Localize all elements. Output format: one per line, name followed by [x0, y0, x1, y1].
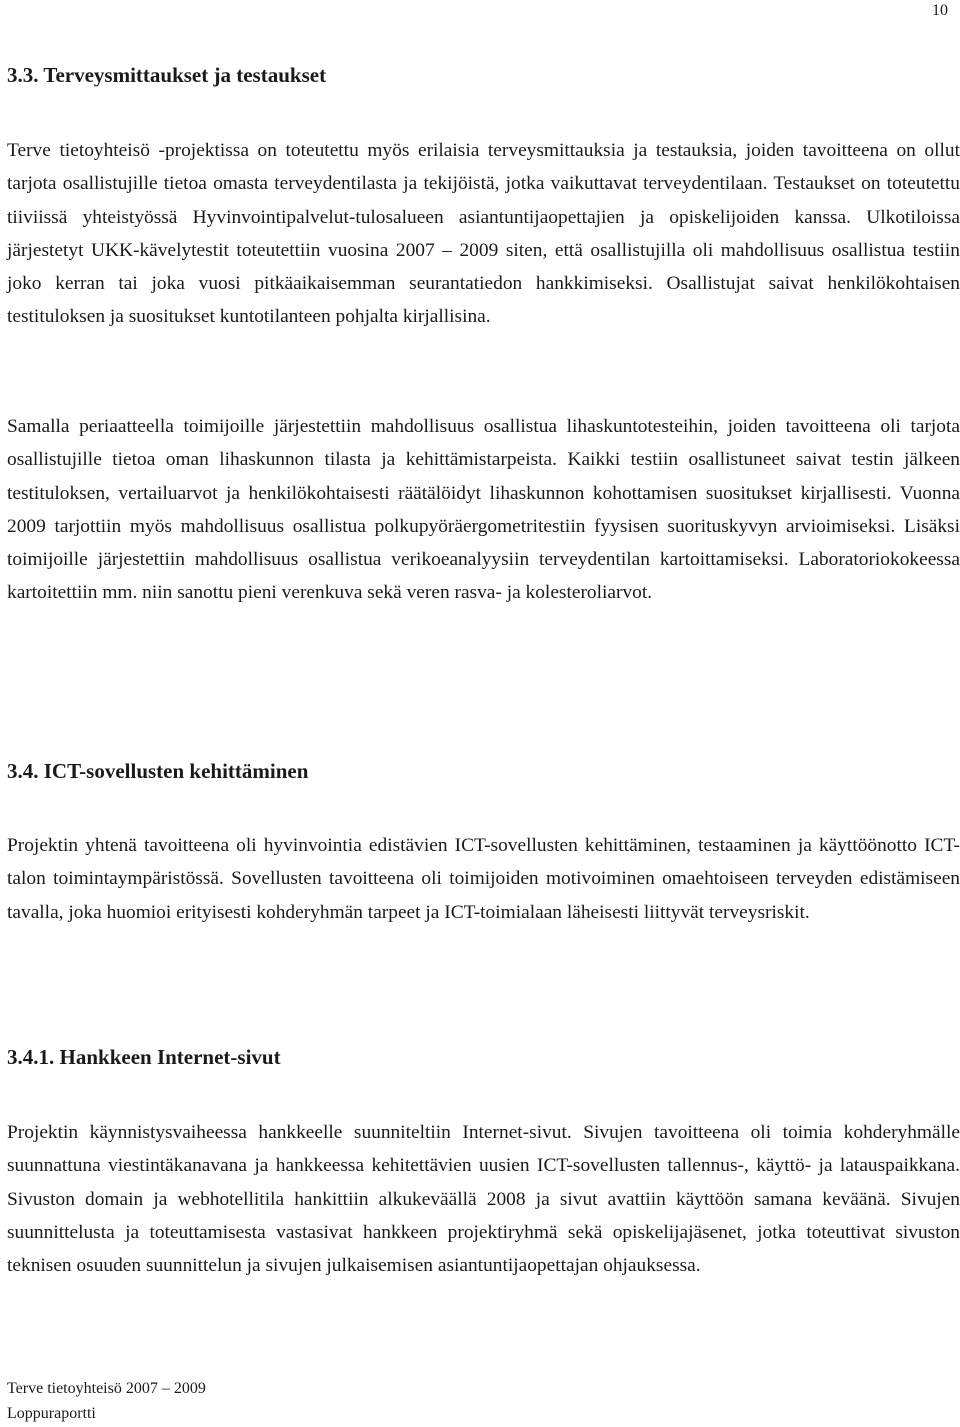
paragraph-ict-applications: Projektin yhtenä tavoitteena oli hyvinvointia edistävien ICT-sovellusten kehittäminen, testaaminen ja käyttöönotto ICT-talon toimintaympäristössä. Sovellusten tavoitteena oli toimijoiden motivoiminen omaehtoiseen terveyden edistämiseen tavalla, joka huomioi erityisesti kohderyhmän tarpeet ja ICT-toimialaan läheisesti liittyvät terveysriskit.	[7, 835, 960, 923]
section-heading-3-3: 3.3. Terveysmittaukset ja testaukset	[7, 63, 327, 87]
paragraph-muscle-fitness-tests: Samalla periaatteella toimijoille järjestettiin mahdollisuus osallistua lihaskuntotesteihin, joiden tavoitteena oli tarjota osallistujille tietoa oman lihaskunnon tilasta ja kehittämistarpeista. Kaikki testiin osallistuneet saivat testin jälkeen testituloksen, vertailuarvot ja henkilökohtaisesti räätälöidyt lihaskunnon kohottamisen suositukset kirjallisesti. Vuonna 2009 tarjottiin myös mahdollisuus osallistua polkupyöräergometritestiin fyysisen suorituskyvyn arvioimiseksi. Lisäksi toimijoille järjestettiin mahdollisuus osallistua verikoeanalyysiin terveydentilan kartoittamiseksi. Laboratoriokokeessa kartoitettiin mm. niin sanottu pieni verenkuva sekä veren rasva- ja kolesteroliarvot.	[7, 416, 960, 604]
footer-project-title: Terve tietoyhteisö 2007 – 2009	[7, 1380, 206, 1397]
page-number: 10	[932, 2, 948, 19]
section-heading-3-4-1: 3.4.1. Hankkeen Internet-sivut	[7, 1045, 281, 1069]
paragraph-health-measurements: Terve tietoyhteisö -projektissa on toteutettu myös erilaisia terveysmittauksia ja testauksia, joiden tavoitteena on ollut tarjota osallistujille tietoa omasta terveydentilasta ja tekijöistä, jotka vaikuttavat terveydentilaan. Testaukset on toteutettu tiiviissä yhteistyössä Hyvinvointipalvelut-tulosalueen asiantuntijaopettajien ja opiskelijoiden kanssa. Ulkotiloissa järjestetyt UKK-kävelytestit toteutettiin vuosina 2007 – 2009 siten, että osallistujilla oli mahdollisuus osallistua testiin joko kerran tai joka vuosi pitkäaikaisemman seurantatiedon hankkimiseksi. Osallistujat saivat henkilökohtaisen testituloksen ja suositukset kuntotilanteen pohjalta kirjallisina.	[7, 140, 960, 328]
section-heading-3-4: 3.4. ICT-sovellusten kehittäminen	[7, 759, 309, 783]
footer-report-type: Loppuraportti	[7, 1405, 96, 1422]
paragraph-internet-pages: Projektin käynnistysvaiheessa hankkeelle suunniteltiin Internet-sivut. Sivujen tavoitteena oli toimia kohderyhmälle suunnattuna viestintäkanavana ja hankkeessa kehitettävien uusien ICT-sovellusten tallennus-, käyttö- ja latauspaikkana. Sivuston domain ja webhotellitila hankittiin alkukeväällä 2008 ja sivut avattiin käyttöön samana keväänä. Sivujen suunnittelusta ja toteuttamisesta vastasivat hankkeen projektiryhmä sekä opiskelijajäsenet, jotka toteuttivat sivuston teknisen osuuden suunnittelun ja sivujen julkaisemisen asiantuntijaopettajan ohjauksessa.	[7, 1122, 960, 1277]
